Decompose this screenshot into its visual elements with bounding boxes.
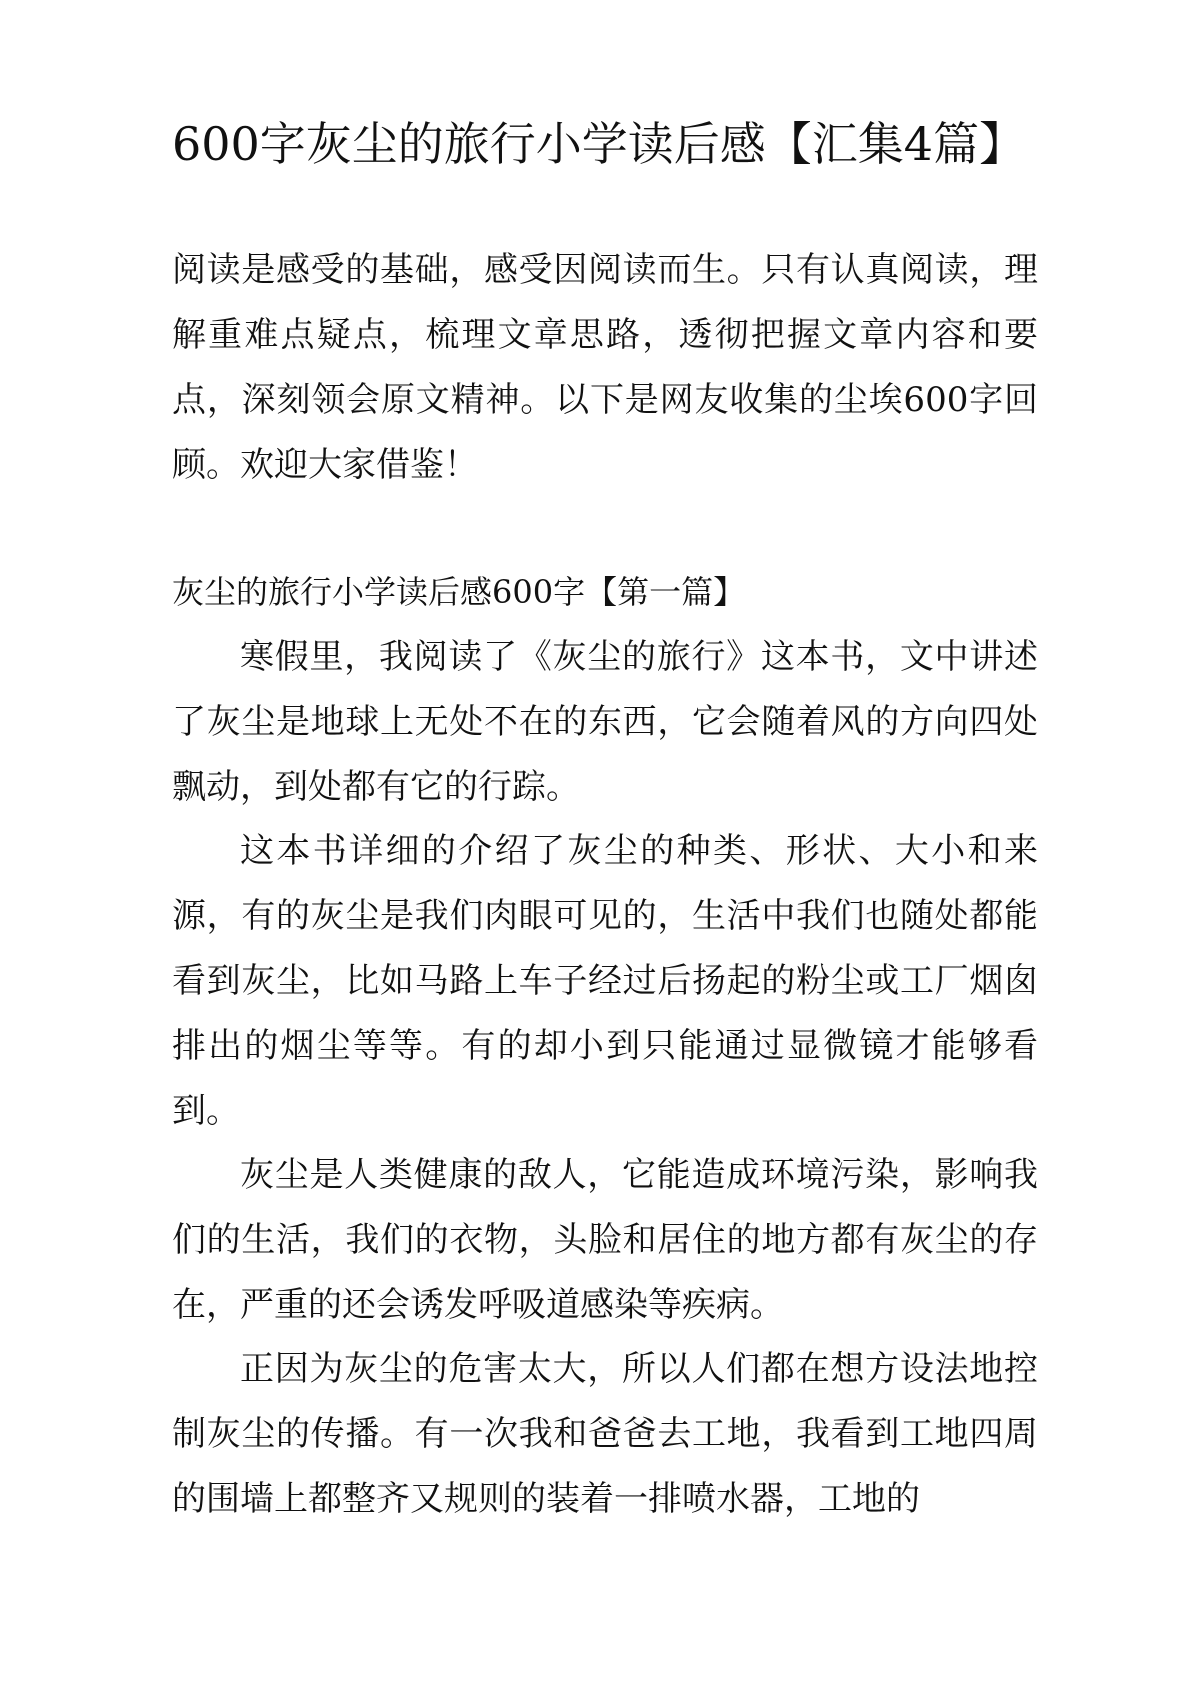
body-paragraph-2: 这本书详细的介绍了灰尘的种类、形状、大小和来源，有的灰尘是我们肉眼可见的，生活中我们也随处都能看到灰尘，比如马路上车子经过后扬起的粉尘或工厂烟囱排出的烟尘等等。有的却小到只能通过显微镜才能够看到。 xyxy=(172,831,1038,1131)
section-heading: 灰尘的旅行小学读后感600字【第一篇】 xyxy=(172,573,746,611)
document-title: 600字灰尘的旅行小学读后感【汇集4篇】 xyxy=(172,117,1026,171)
body-paragraph-4: 正因为灰尘的危害太大，所以人们都在想方设法地控制灰尘的传播。有一次我和爸爸去工地，我看到工地四周的围墙上都整齐又规则的装着一排喷水器，工地的 xyxy=(172,1349,1038,1519)
intro-paragraph: 阅读是感受的基础，感受因阅读而生。只有认真阅读，理解重难点疑点，梳理文章思路，透彻把握文章内容和要点，深刻领会原文精神。以下是网友收集的尘埃600字回顾。欢迎大家借鉴！ xyxy=(172,250,1038,485)
body-paragraph-1: 寒假里，我阅读了《灰尘的旅行》这本书，文中讲述了灰尘是地球上无处不在的东西，它会随着风的方向四处飘动，到处都有它的行踪。 xyxy=(172,637,1038,807)
body-paragraph-3: 灰尘是人类健康的敌人，它能造成环境污染，影响我们的生活，我们的衣物，头脸和居住的地方都有灰尘的存在，严重的还会诱发呼吸道感染等疾病。 xyxy=(172,1155,1038,1325)
